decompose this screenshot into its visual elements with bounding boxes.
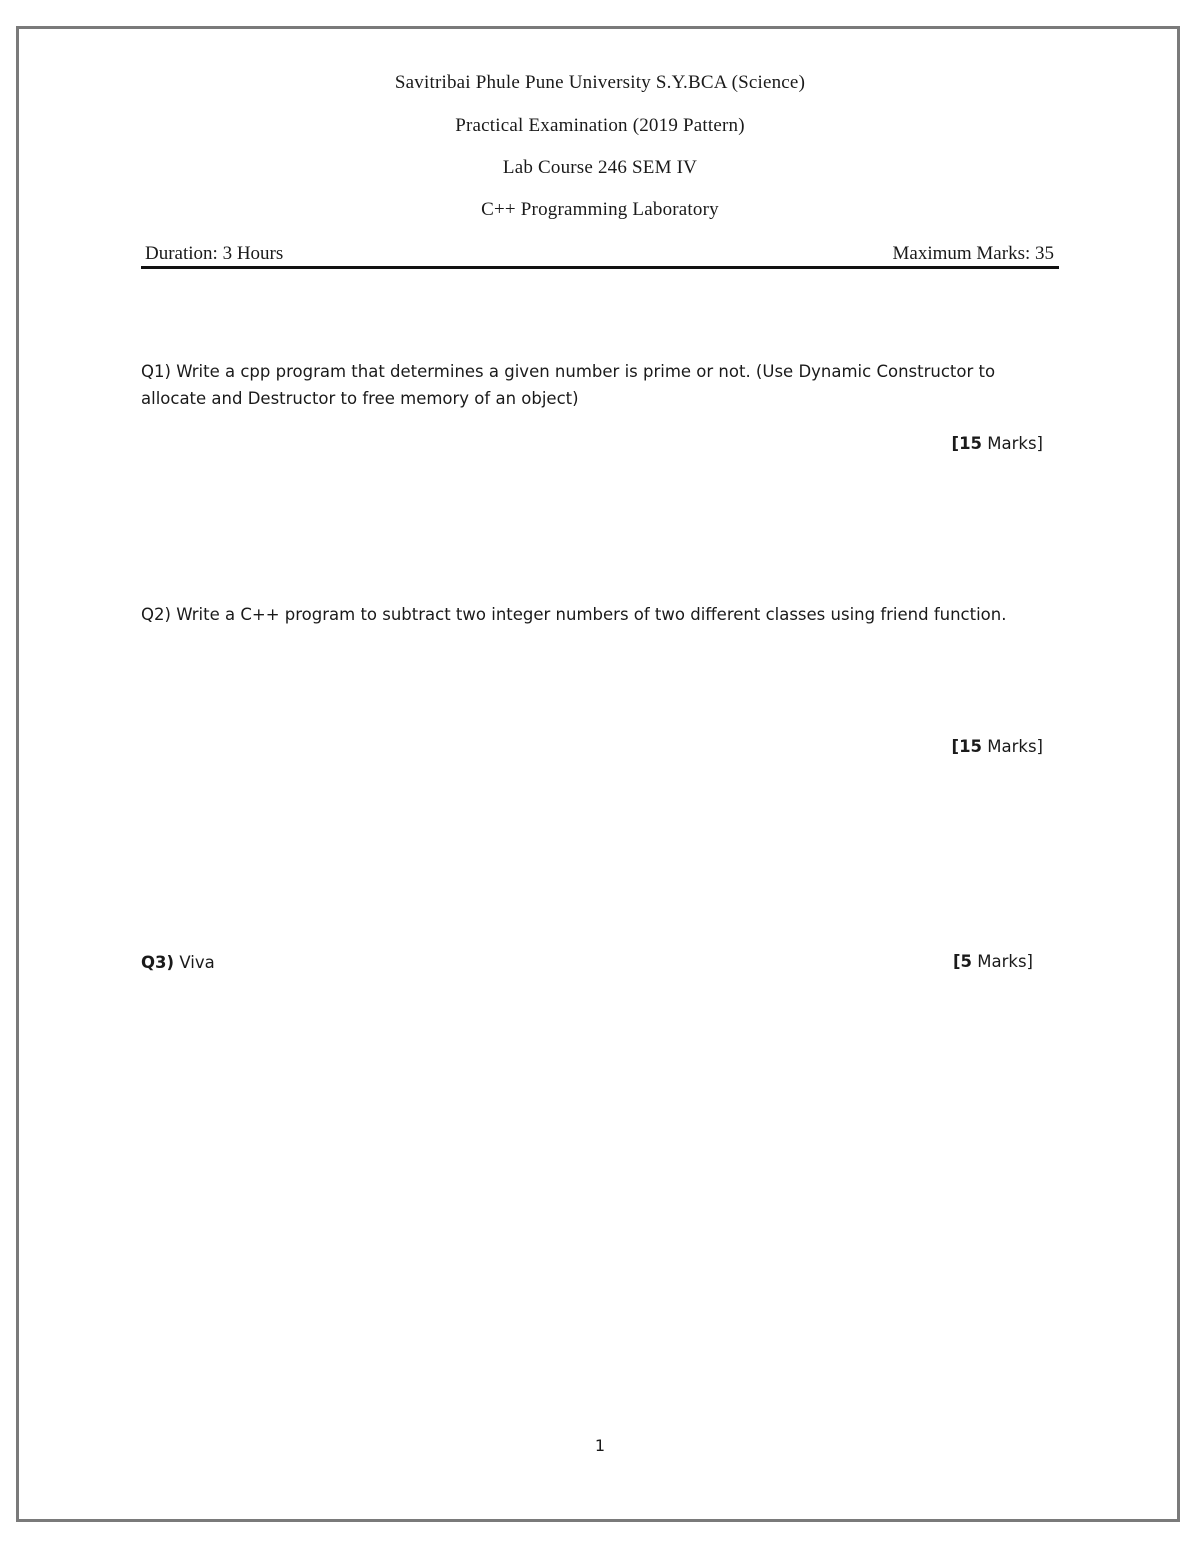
subject-title: C++ Programming Laboratory (481, 199, 719, 220)
question-1 (141, 358, 1051, 412)
question-2-number: Q2) (141, 605, 171, 624)
question-2-marks: [15 Marks] (951, 737, 1043, 756)
course-title: Lab Course 246 SEM IV (502, 157, 698, 178)
question-3 (141, 949, 1051, 976)
duration-text: Duration: 3 Hours (145, 243, 284, 264)
university-title: Savitribai Phule Pune University S.Y.BCA (Science) (394, 72, 806, 93)
exam-meta-row (142, 243, 1058, 267)
question-1-number: Q1) (141, 362, 171, 381)
question-2-text: Write a C++ program to subtract two integer numbers of two different classes using friend function. (176, 605, 1007, 624)
exam-title: Practical Examination (2019 Pattern) (455, 115, 745, 136)
question-1-text: Write a cpp program that determines a given number is prime or not. (Use Dynamic Constructor to allocate and Destructor to free memory of an object) (141, 362, 996, 408)
header-divider (141, 266, 1059, 269)
question-1-marks: [15 Marks] (951, 434, 1043, 453)
page-number: 1 (594, 1436, 606, 1455)
question-3-marks: [5 Marks] (953, 952, 1033, 971)
max-marks-text: Maximum Marks: 35 (892, 243, 1054, 264)
question-2 (141, 601, 1051, 628)
question-3-text: Viva (179, 953, 215, 972)
question-3-number: Q3) (141, 953, 175, 972)
